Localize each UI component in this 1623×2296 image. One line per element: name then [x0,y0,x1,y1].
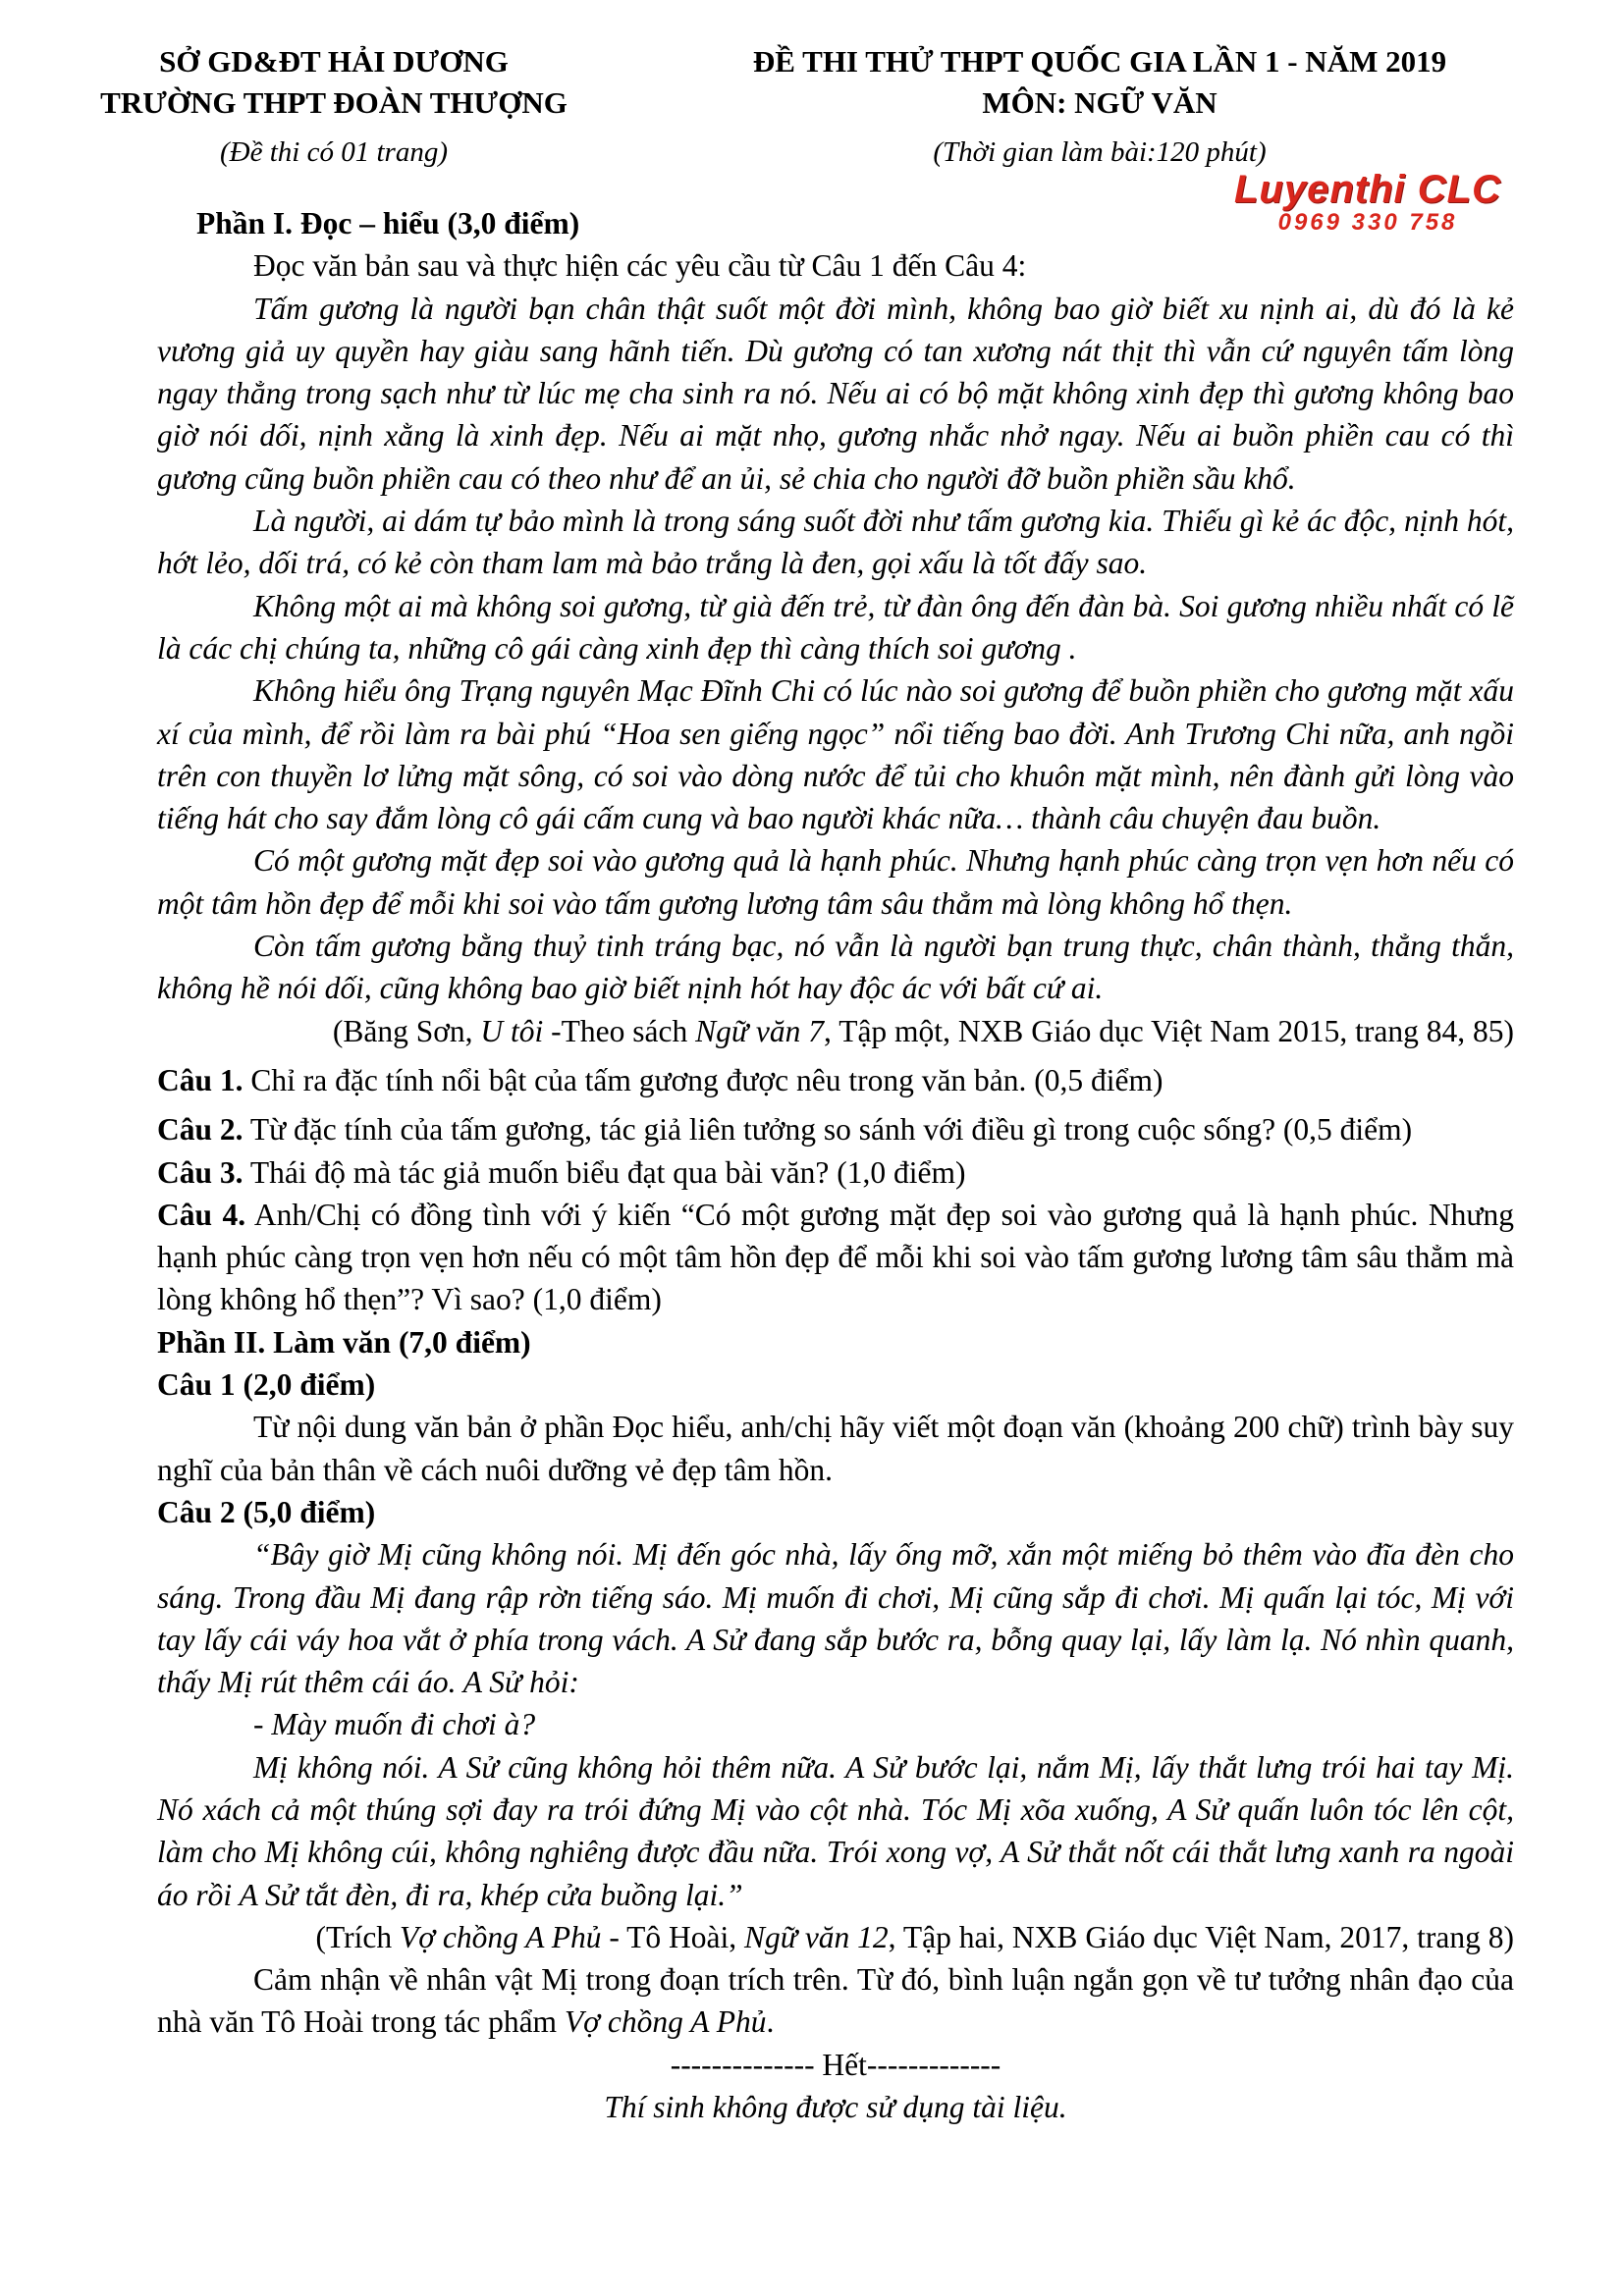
excerpt-source: (Trích Vợ chồng A Phủ - Tô Hoài, Ngữ văn 12, Tập hai, NXB Giáo dục Việt Nam, 2017, trang 8) [315,1919,1514,1954]
passage-source: (Băng Sơn, U tôi -Theo sách Ngữ văn 7, Tập một, NXB Giáo dục Việt Nam 2015, trang 84, 85) [332,1013,1514,1048]
end-note: Thí sinh không được sử dụng tài liệu. [604,2090,1067,2125]
question-3: Câu 3. Thái độ mà tác giả muốn biểu đạt qua bài văn? (1,0 điểm) [157,1154,966,1190]
part2-question1-text: Từ nội dung văn bản ở phần Đọc hiểu, anh/chị hãy viết một đoạn văn (khoảng 200 chữ) trình bày suy nghĩ của bản thân về cách nuôi dưỡng vẻ đẹp tâm hồn. [157,1410,1514,1487]
question-2: Câu 2. Từ đặc tính của tấm gương, tác giả liên tưởng so sánh với điều gì trong cuộc sống? (0,5 điểm) [157,1112,1413,1148]
logo-phone: 0969 330 758 [1277,209,1458,236]
part2-question1-title: Câu 1 (2,0 điểm) [157,1367,376,1403]
department-name: SỞ GD&ĐT HẢI DƯƠNG [159,44,509,79]
time-limit-note: (Thời gian làm bài:120 phút) [933,136,1267,168]
passage-paragraph: Là người, ai dám tự bảo mình là trong sáng suốt đời như tấm gương kia. Thiếu gì kẻ ác độc, nịnh hót, hớt lẻo, dối trá, có kẻ còn tham lam mà bảo trắng là đen, gọi xấu là tốt đấy sao. [157,504,1514,581]
excerpt-dialogue: - Mày muốn đi chơi à? [253,1707,536,1742]
passage-paragraph: Không hiểu ông Trạng nguyên Mạc Đĩnh Chi có lúc nào soi gương để buồn phiền cho gương mặt xấu xí của mình, để rồi làm ra bài phú “Hoa sen giếng ngọc” nổi tiếng bao đời. Anh Trương Chi nữa, anh ngồi trên con thuyền lơ lửng mặt sông, có soi vào dòng nước để tủi cho khuôn mặt mình, nên đành gửi lòng vào tiếng hát cho say đắm lòng cô gái cấm cung và bao người khác nữa… thành câu chuyện đau buồn. [157,673,1514,836]
exam-title: ĐỀ THI THỬ THPT QUỐC GIA LẦN 1 - NĂM 2019 [752,44,1447,79]
end-marker: -------------- Hết------------- [670,2047,1001,2082]
excerpt-paragraph: “Bây giờ Mị cũng không nói. Mị đến góc nhà, lấy ống mỡ, xắn một miếng bỏ thêm vào đĩa đèn cho sáng. Trong đầu Mị đang rập rờn tiếng sáo. Mị muốn đi chơi, Mị cũng sắp đi chơi. Mị quấn lại tóc, Mị với tay lấy cái váy hoa vắt ở phía trong vách. A Sử đang sắp bước ra, bỗng quay lại, lấy làm lạ. Nó nhìn quanh, thấy Mị rút thêm cái áo. A Sử hỏi: [157,1537,1514,1700]
part2-question2-task: Cảm nhận về nhân vật Mị trong đoạn trích trên. Từ đó, bình luận ngắn gọn về tư tưởng nhân đạo của nhà văn Tô Hoài trong tác phẩm Vợ chồng A Phủ. [157,1962,1514,2040]
part2-title: Phần II. Làm văn (7,0 điểm) [157,1324,531,1360]
passage-paragraph: Tấm gương là người bạn chân thật suốt một đời mình, không bao giờ biết xu nịnh ai, dù đó là kẻ vương giả uy quyền hay giàu sang hãnh tiến. Dù gương có tan xương nát thịt thì vẫn cứ nguyên tấm lòng ngay thẳng trong sạch như từ lúc mẹ cha sinh ra nó. Nếu ai có bộ mặt không xinh đẹp thì gương không bao giờ nói dối, nịnh xằng là xinh đẹp. Nếu ai mặt nhọ, gương nhắc nhở ngay. Nếu ai buồn phiền cau có thì gương cũng buồn phiền cau có theo như để an ủi, sẻ chia cho người đỡ buồn phiền sầu khổ. [157,291,1514,496]
passage-paragraph: Còn tấm gương bằng thuỷ tinh tráng bạc, nó vẫn là người bạn trung thực, chân thành, thẳng thắn, không hề nói dối, cũng không bao giờ biết nịnh hót hay độc ác với bất cứ ai. [157,929,1514,1006]
header-left [59,41,609,171]
subject-title: MÔN: NGỮ VĂN [982,85,1217,120]
header-right [628,41,1571,171]
exam-body [157,202,1514,2128]
part1-instruction: Đọc văn bản sau và thực hiện các yêu cầu từ Câu 1 đến Câu 4: [253,248,1027,284]
passage-paragraph: Có một gương mặt đẹp soi vào gương quả là hạnh phúc. Nhưng hạnh phúc càng trọn vẹn hơn nếu có một tâm hồn đẹp để mỗi khi soi vào tấm gương lương tâm sâu thẳm mà lòng không hổ thẹn. [157,843,1514,921]
part2-question2-title: Câu 2 (5,0 điểm) [157,1494,376,1529]
excerpt-paragraph: Mị không nói. A Sử cũng không hỏi thêm nữa. A Sử bước lại, nắm Mị, lấy thắt lưng trói hai tay Mị. Nó xách cả một thúng sợi đay ra trói đứng Mị vào cột nhà. Tóc Mị xõa xuống, A Sử quấn luôn tóc lên cột, làm cho Mị không cúi, không nghiêng được đầu nữa. Trói xong vợ, A Sử thắt nốt cái thắt lưng xanh ra ngoài áo rồi A Sử tắt đèn, đi ra, khép cửa buồng lại.” [157,1749,1514,1912]
page-count-note: (Đề thi có 01 trang) [220,136,448,168]
passage-paragraph: Không một ai mà không soi gương, từ già đến trẻ, từ đàn ông đến đàn bà. Soi gương nhiều nhất có lẽ là các chị chúng ta, những cô gái càng xinh đẹp thì càng thích soi gương . [157,588,1514,666]
question-1: Câu 1. Chỉ ra đặc tính nổi bật của tấm gương được nêu trong văn bản. (0,5 điểm) [157,1062,1163,1097]
question-4: Câu 4. Anh/Chị có đồng tình với ý kiến “Có một gương mặt đẹp soi vào gương quả là hạnh phúc. Nhưng hạnh phúc càng trọn vẹn hơn nếu có một tâm hồn đẹp để mỗi khi soi vào tấm gương lương tâm sâu thẳm mà lòng không hổ thẹn”? Vì sao? (1,0 điểm) [157,1197,1514,1317]
school-name: TRƯỜNG THPT ĐOÀN THƯỢNG [100,85,568,120]
part1-title: Phần I. Đọc – hiểu (3,0 điểm) [196,206,580,240]
logo-name: Luyenthi CLC [1234,168,1501,211]
